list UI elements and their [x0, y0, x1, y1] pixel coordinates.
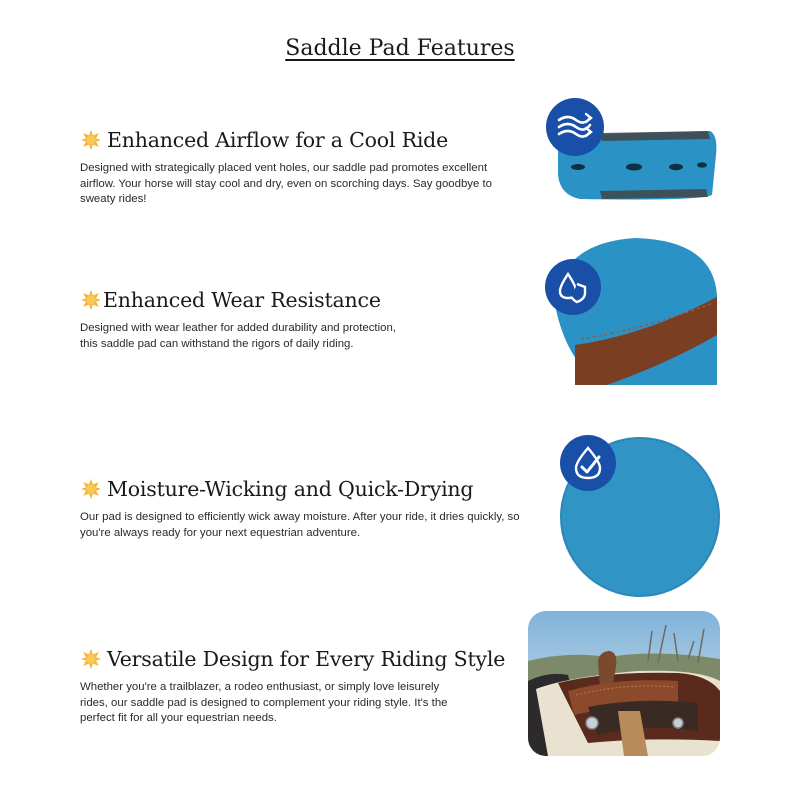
page-title: Saddle Pad Features: [285, 36, 515, 61]
feature-description: Designed with wear leather for added durability and protection, this saddle pad can withstand the rigors of daily riding.: [80, 322, 396, 350]
airflow-icon: [556, 112, 594, 142]
saddle-photo: [528, 611, 720, 756]
moisture-badge: [560, 435, 616, 491]
feature-moisture-wicking: [80, 477, 525, 541]
sun-icon: [80, 289, 102, 311]
feature-versatile-design: [80, 647, 506, 727]
sun-icon: [80, 129, 102, 151]
sun-icon: [80, 648, 102, 670]
vented-pad-image: [540, 95, 720, 215]
sun-icon: [80, 478, 102, 500]
drop-check-icon: [571, 445, 605, 481]
airflow-badge: [546, 98, 604, 156]
moisture-pad-image: [556, 430, 726, 600]
feature-description: Whether you're a trailblazer, a rodeo enthusiast, or simply love leisurely rides, our saddle pad is designed to complement your riding style. It's the perfect fit for all your equestrian needs.: [80, 681, 448, 724]
feature-heading: [80, 288, 400, 312]
wear-badge: [545, 259, 601, 315]
feature-title: Enhanced Airflow for a Cool Ride: [107, 128, 449, 152]
shield-drop-icon: [556, 270, 590, 304]
feature-description: Our pad is designed to efficiently wick away moisture. After your ride, it dries quickly, so you're always ready for your next equestrian adventure.: [80, 511, 520, 539]
feature-description: Designed with strategically placed vent holes, our saddle pad promotes excellent airflow. Your horse will stay cool and dry, even on scorching days. Say goodbye to sweaty rides!: [80, 162, 492, 205]
feature-title: Enhanced Wear Resistance: [103, 288, 381, 312]
saddle-illustration: [528, 611, 720, 756]
feature-airflow: [80, 128, 525, 208]
feature-title: Versatile Design for Every Riding Style: [107, 647, 506, 671]
feature-wear-resistance: [80, 288, 400, 352]
wear-pad-image: [545, 235, 725, 395]
feature-heading: [80, 128, 525, 152]
feature-title: Moisture-Wicking and Quick-Drying: [107, 477, 474, 501]
feature-heading: [80, 477, 525, 501]
feature-heading: [80, 647, 506, 671]
